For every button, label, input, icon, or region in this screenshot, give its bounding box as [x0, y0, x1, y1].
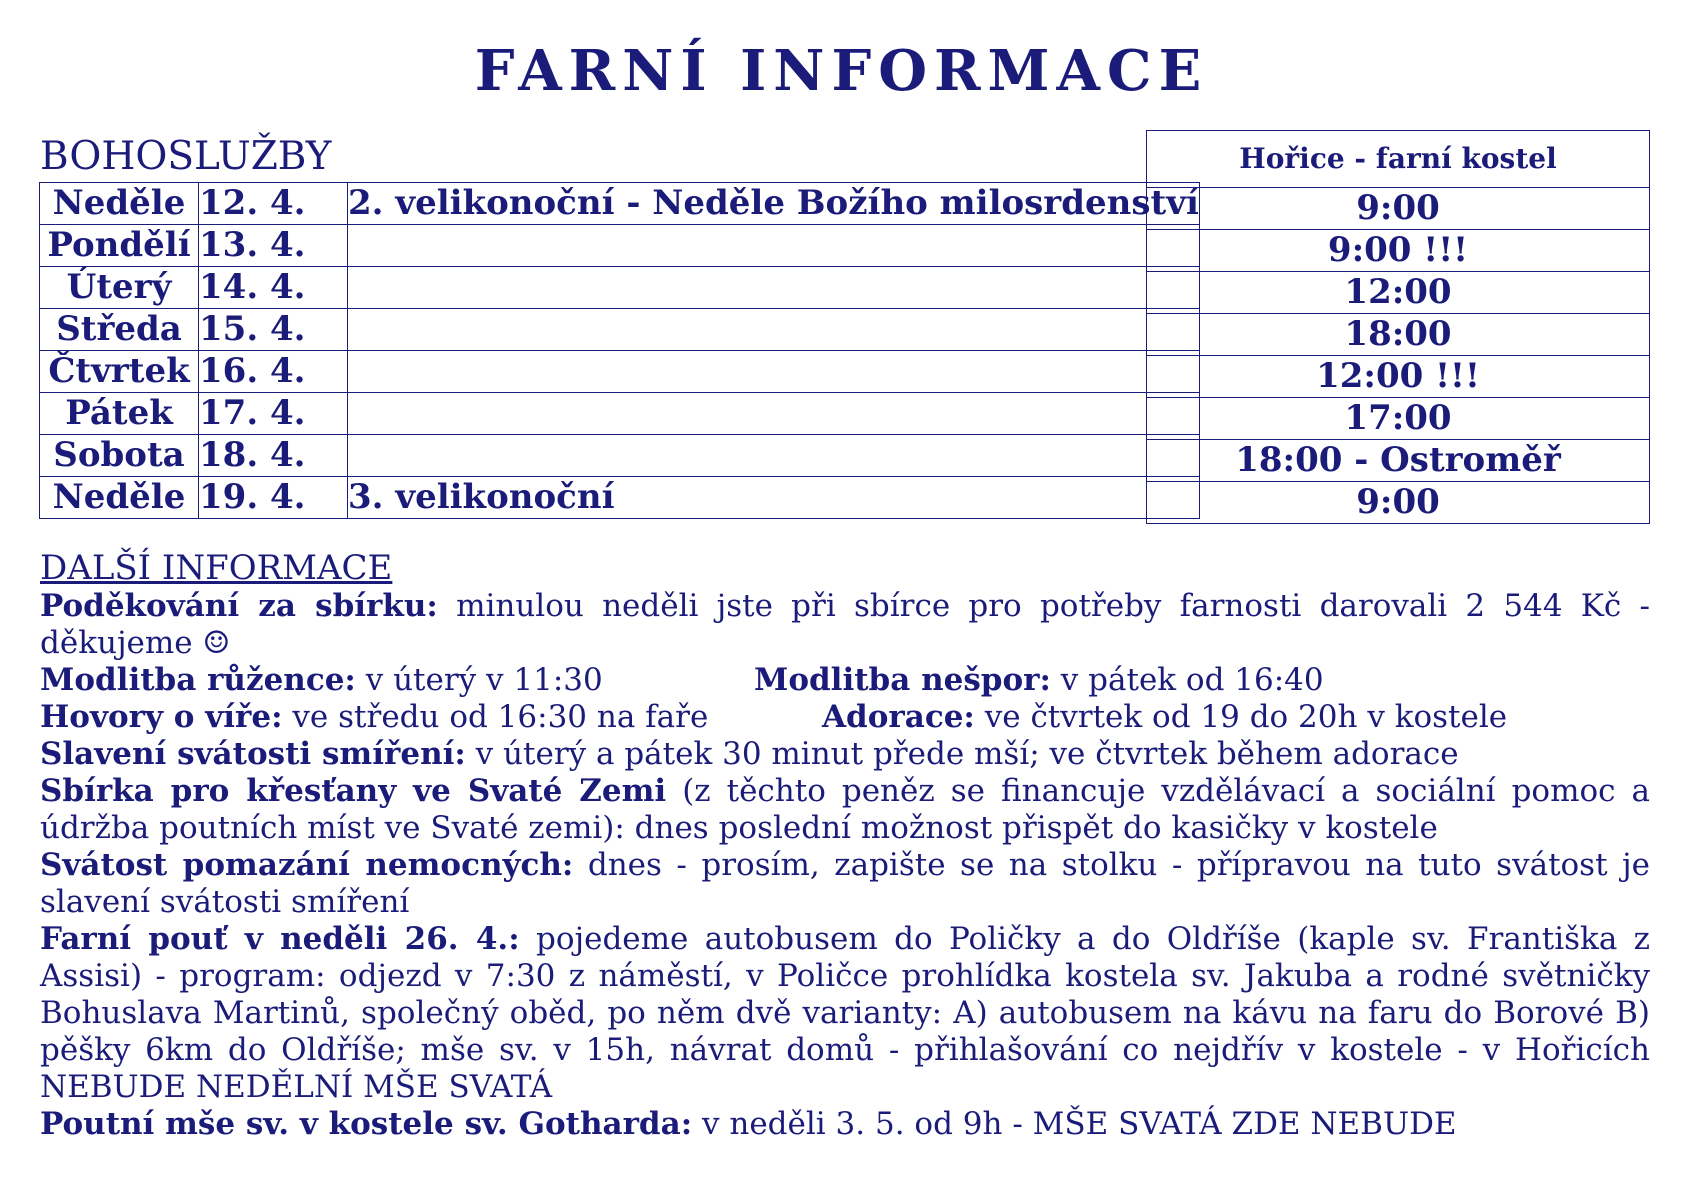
- schedule-row: [40, 183, 1200, 225]
- schedule-day: Sobota: [40, 435, 199, 477]
- services-heading: BOHOSLUŽBY: [40, 134, 332, 179]
- schedule-note: [348, 435, 1200, 477]
- schedule-time: 9:00: [1147, 482, 1650, 524]
- schedule-note: [348, 309, 1200, 351]
- schedule-note: 3. velikonoční: [348, 477, 1200, 519]
- vespers-text: v pátek od 16:40: [1050, 662, 1324, 698]
- schedule-time: 17:00: [1147, 398, 1650, 440]
- time-row: [1147, 230, 1650, 272]
- thanks-paragraph: [40, 588, 1650, 662]
- faith-label: Hovory o víře:: [40, 699, 283, 735]
- time-row: [1147, 272, 1650, 314]
- schedule-time: 18:00 - Ostroměř: [1147, 440, 1650, 482]
- gothard-text: v neděli 3. 5. od 9h - MŠE SVATÁ ZDE NEBUDE: [692, 1106, 1457, 1142]
- time-row: [1147, 440, 1650, 482]
- location-header: Hořice - farní kostel: [1147, 131, 1650, 188]
- schedule-row: [40, 393, 1200, 435]
- gothard-paragraph: [40, 1106, 1650, 1143]
- anointing-text: dnes - prosím, zapište se na stolku - přípravou na tuto svátost je slavení svátosti smíření: [40, 847, 1650, 920]
- time-row: [1147, 398, 1650, 440]
- schedule-time: 9:00: [1147, 188, 1650, 230]
- schedule-time: 9:00 !!!: [1147, 230, 1650, 272]
- schedule-row: [40, 351, 1200, 393]
- schedule-day: Neděle: [40, 183, 199, 225]
- info-heading: DALŠÍ INFORMACE: [40, 548, 393, 588]
- schedule-note: [348, 351, 1200, 393]
- time-row: [1147, 356, 1650, 398]
- schedule-row: [40, 435, 1200, 477]
- pilgrimage-text: pojedeme autobusem do Poličky a do Oldříše (kaple sv. Františka z Assisi) - program: odjezd v 7:30 z náměstí, v Poličce prohlídka kostela sv. Jakuba a rodné světničky Bohuslava Martinů, společný oběd, po něm dvě varianty: A) autobusem na kávu na faru do Borové B) pěšky 6km do Oldříše; mše sv. v 15h, návrat domů - přihlašování co nejdřív v kostele - v Hořicích NEBUDE NEDĚLNÍ MŠE SVATÁ: [40, 921, 1650, 1105]
- schedule-row: [40, 267, 1200, 309]
- schedule-time: 12:00: [1147, 272, 1650, 314]
- schedule-table: [39, 182, 1200, 519]
- time-row: [1147, 314, 1650, 356]
- schedule-date: 18. 4.: [199, 435, 348, 477]
- schedule-date: 16. 4.: [199, 351, 348, 393]
- holyland-paragraph: [40, 773, 1650, 847]
- schedule-day: Úterý: [40, 267, 199, 309]
- anointing-label: Svátost pomazání nemocných:: [40, 847, 574, 883]
- schedule-note: [348, 393, 1200, 435]
- schedule-date: 15. 4.: [199, 309, 348, 351]
- adoration-text: ve čtvrtek od 19 do 20h v kostele: [974, 699, 1508, 735]
- holyland-label: Sbírka pro křesťany ve Svaté Zemi: [40, 773, 667, 809]
- schedule-date: 13. 4.: [199, 225, 348, 267]
- schedule-date: 19. 4.: [199, 477, 348, 519]
- schedule-note: [348, 225, 1200, 267]
- schedule-note: 2. velikonoční - Neděle Božího milosrdenství: [348, 183, 1199, 223]
- rosary-text: v úterý v 11:30: [355, 662, 603, 698]
- time-row: [1147, 482, 1650, 524]
- schedule-date: 12. 4.: [199, 183, 348, 225]
- schedule-time: 18:00: [1147, 314, 1650, 356]
- thanks-text: minulou neděli jste při sbírce pro potřeby farnosti darovali 2 544 Kč - děkujeme ☺: [40, 588, 1650, 661]
- adoration-label: Adorace:: [822, 699, 975, 735]
- thanks-label: Poděkování za sbírku:: [40, 588, 438, 624]
- schedule-day: Čtvrtek: [40, 351, 199, 393]
- pilgrimage-paragraph: [40, 921, 1650, 1106]
- schedule-date: 17. 4.: [199, 393, 348, 435]
- schedule-row: [40, 225, 1200, 267]
- confession-paragraph: [40, 736, 1650, 773]
- pilgrimage-label: Farní pouť v neděli 26. 4.:: [40, 921, 520, 957]
- holyland-text: (z těchto peněz se financuje vzdělávací a sociální pomoc a údržba poutních míst ve Svaté zemi): dnes poslední možnost přispět do kasičky v kostele: [40, 773, 1650, 846]
- faith-text: ve středu od 16:30 na faře: [282, 699, 709, 735]
- page-title: FARNÍ INFORMACE: [474, 38, 1209, 104]
- faith-row: [40, 699, 1650, 736]
- vespers-label: Modlitba nešpor:: [754, 662, 1051, 698]
- schedule-day: Pátek: [40, 393, 199, 435]
- time-row: [1147, 188, 1650, 230]
- anointing-paragraph: [40, 847, 1650, 921]
- confession-text: v úterý a pátek 30 minut přede mší; ve čtvrtek během adorace: [465, 736, 1459, 772]
- schedule-note: [348, 267, 1200, 309]
- schedule-day: Neděle: [40, 477, 199, 519]
- times-table: [1146, 130, 1650, 524]
- info-section: [40, 548, 1650, 1143]
- rosary-label: Modlitba růžence:: [40, 662, 356, 698]
- schedule-time: 12:00 !!!: [1147, 356, 1650, 398]
- schedule-day: Pondělí: [40, 225, 199, 267]
- schedule-date: 14. 4.: [199, 267, 348, 309]
- prayer-row: [40, 662, 1650, 699]
- gothard-label: Poutní mše sv. v kostele sv. Gotharda:: [40, 1106, 693, 1142]
- confession-label: Slavení svátosti smíření:: [40, 736, 466, 772]
- schedule-day: Středa: [40, 309, 199, 351]
- schedule-row: [40, 309, 1200, 351]
- schedule-row: [40, 477, 1200, 519]
